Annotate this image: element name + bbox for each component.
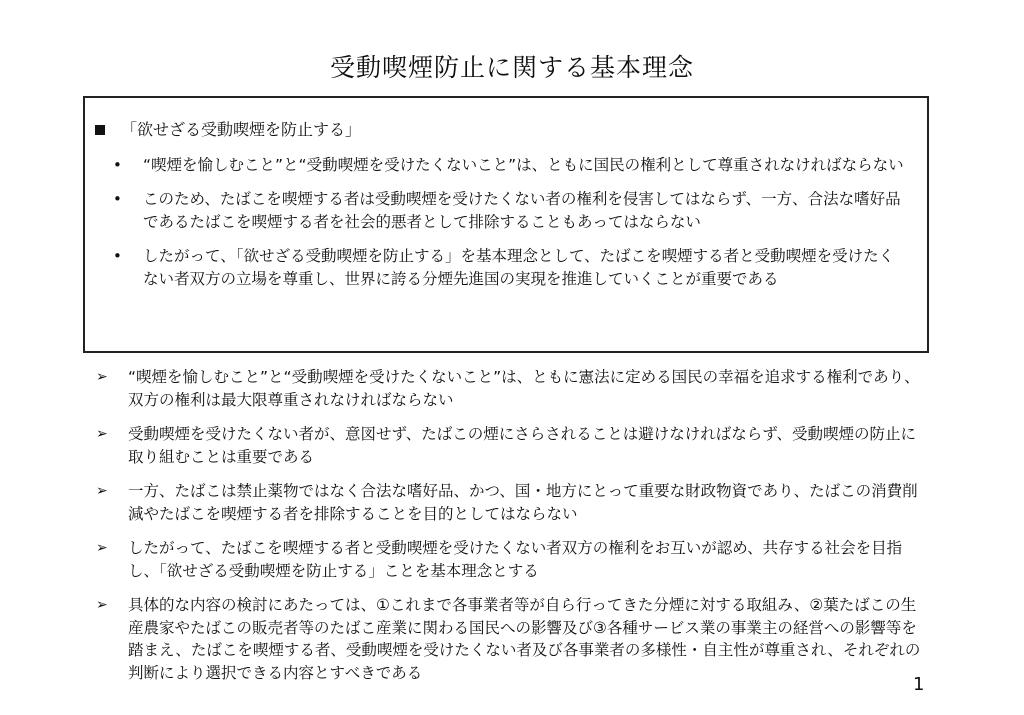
point-text: 一方、たばこは禁止薬物ではなく合法な嗜好品、かつ、国・地方にとって重要な財政物資であり、たばこの消費削減やたばこを喫煙する者を排除することを目的としてはならない xyxy=(128,482,918,523)
box-list xyxy=(85,154,927,302)
point-item xyxy=(96,423,926,468)
point-item xyxy=(96,366,926,411)
point-text: したがって、たばこを喫煙する者と受動喫煙を受けたくない者双方の権利をお互いが認め、共存する社会を目指し、「欲せざる受動喫煙を防止する」ことを基本理念とする xyxy=(128,539,903,580)
bullet-icon: • xyxy=(113,190,122,208)
box-item-text: “喫煙を愉しむこと”と“受動喫煙を受けたくないこと”は、ともに国民の権利として尊重されなければならない xyxy=(143,156,904,174)
page-title: 受動喫煙防止に関する基本理念 xyxy=(329,53,694,82)
point-text: 具体的な内容の検討にあたっては、①これまで各事業者等が自ら行ってきた分煙に対する取組み、②葉たばこの生産農家やたばこの販売者等のたばこ産業に関わる国民への影響及び③各種サービス業の事業主の経営への影響等を踏まえ、たばこを喫煙する者、受動喫煙を受けたくない者及び各事業者の多様性・自主性が尊重され、それぞれの判断により選択できる内容とすべきである xyxy=(128,596,921,682)
arrow-bullet-icon: ➢ xyxy=(96,597,108,613)
bullet-icon: • xyxy=(113,247,122,265)
box-list-item xyxy=(85,245,927,291)
arrow-bullet-icon: ➢ xyxy=(96,483,108,499)
point-item xyxy=(96,594,926,684)
points-list xyxy=(96,366,926,696)
point-item xyxy=(96,480,926,525)
box-heading xyxy=(95,120,361,140)
page-number: 1 xyxy=(913,674,925,695)
bullet-icon: • xyxy=(113,156,122,174)
box-list-item xyxy=(85,188,927,234)
arrow-bullet-icon: ➢ xyxy=(96,369,108,385)
box-list-item xyxy=(85,154,927,177)
point-text: 受動喫煙を受けたくない者が、意図せず、たばこの煙にさらされることは避けなければならず、受動喫煙の防止に取り組むことは重要である xyxy=(128,425,917,466)
arrow-bullet-icon: ➢ xyxy=(96,426,108,442)
square-bullet-icon xyxy=(95,125,105,135)
arrow-bullet-icon: ➢ xyxy=(96,540,108,556)
point-text: “喫煙を愉しむこと”と“受動喫煙を受けたくないこと”は、ともに憲法に定める国民の幸福を追求する権利であり、双方の権利は最大限尊重されなければならない xyxy=(128,368,920,409)
box-item-text: したがって、「欲せざる受動喫煙を防止する」を基本理念として、たばこを喫煙する者と受動喫煙を受けたくない者双方の立場を尊重し、世界に誇る分煙先進国の実現を推進していくことが重要である xyxy=(143,247,895,288)
box-item-text: このため、たばこを喫煙する者は受動喫煙を受けたくない者の権利を侵害してはならず、一方、合法な嗜好品であるたばこを喫煙する者を社会的悪者として排除することもあってはならない xyxy=(143,190,901,231)
principle-box xyxy=(83,96,929,353)
point-item xyxy=(96,537,926,582)
box-heading-text: 「欲せざる受動喫煙を防止する」 xyxy=(121,120,362,139)
